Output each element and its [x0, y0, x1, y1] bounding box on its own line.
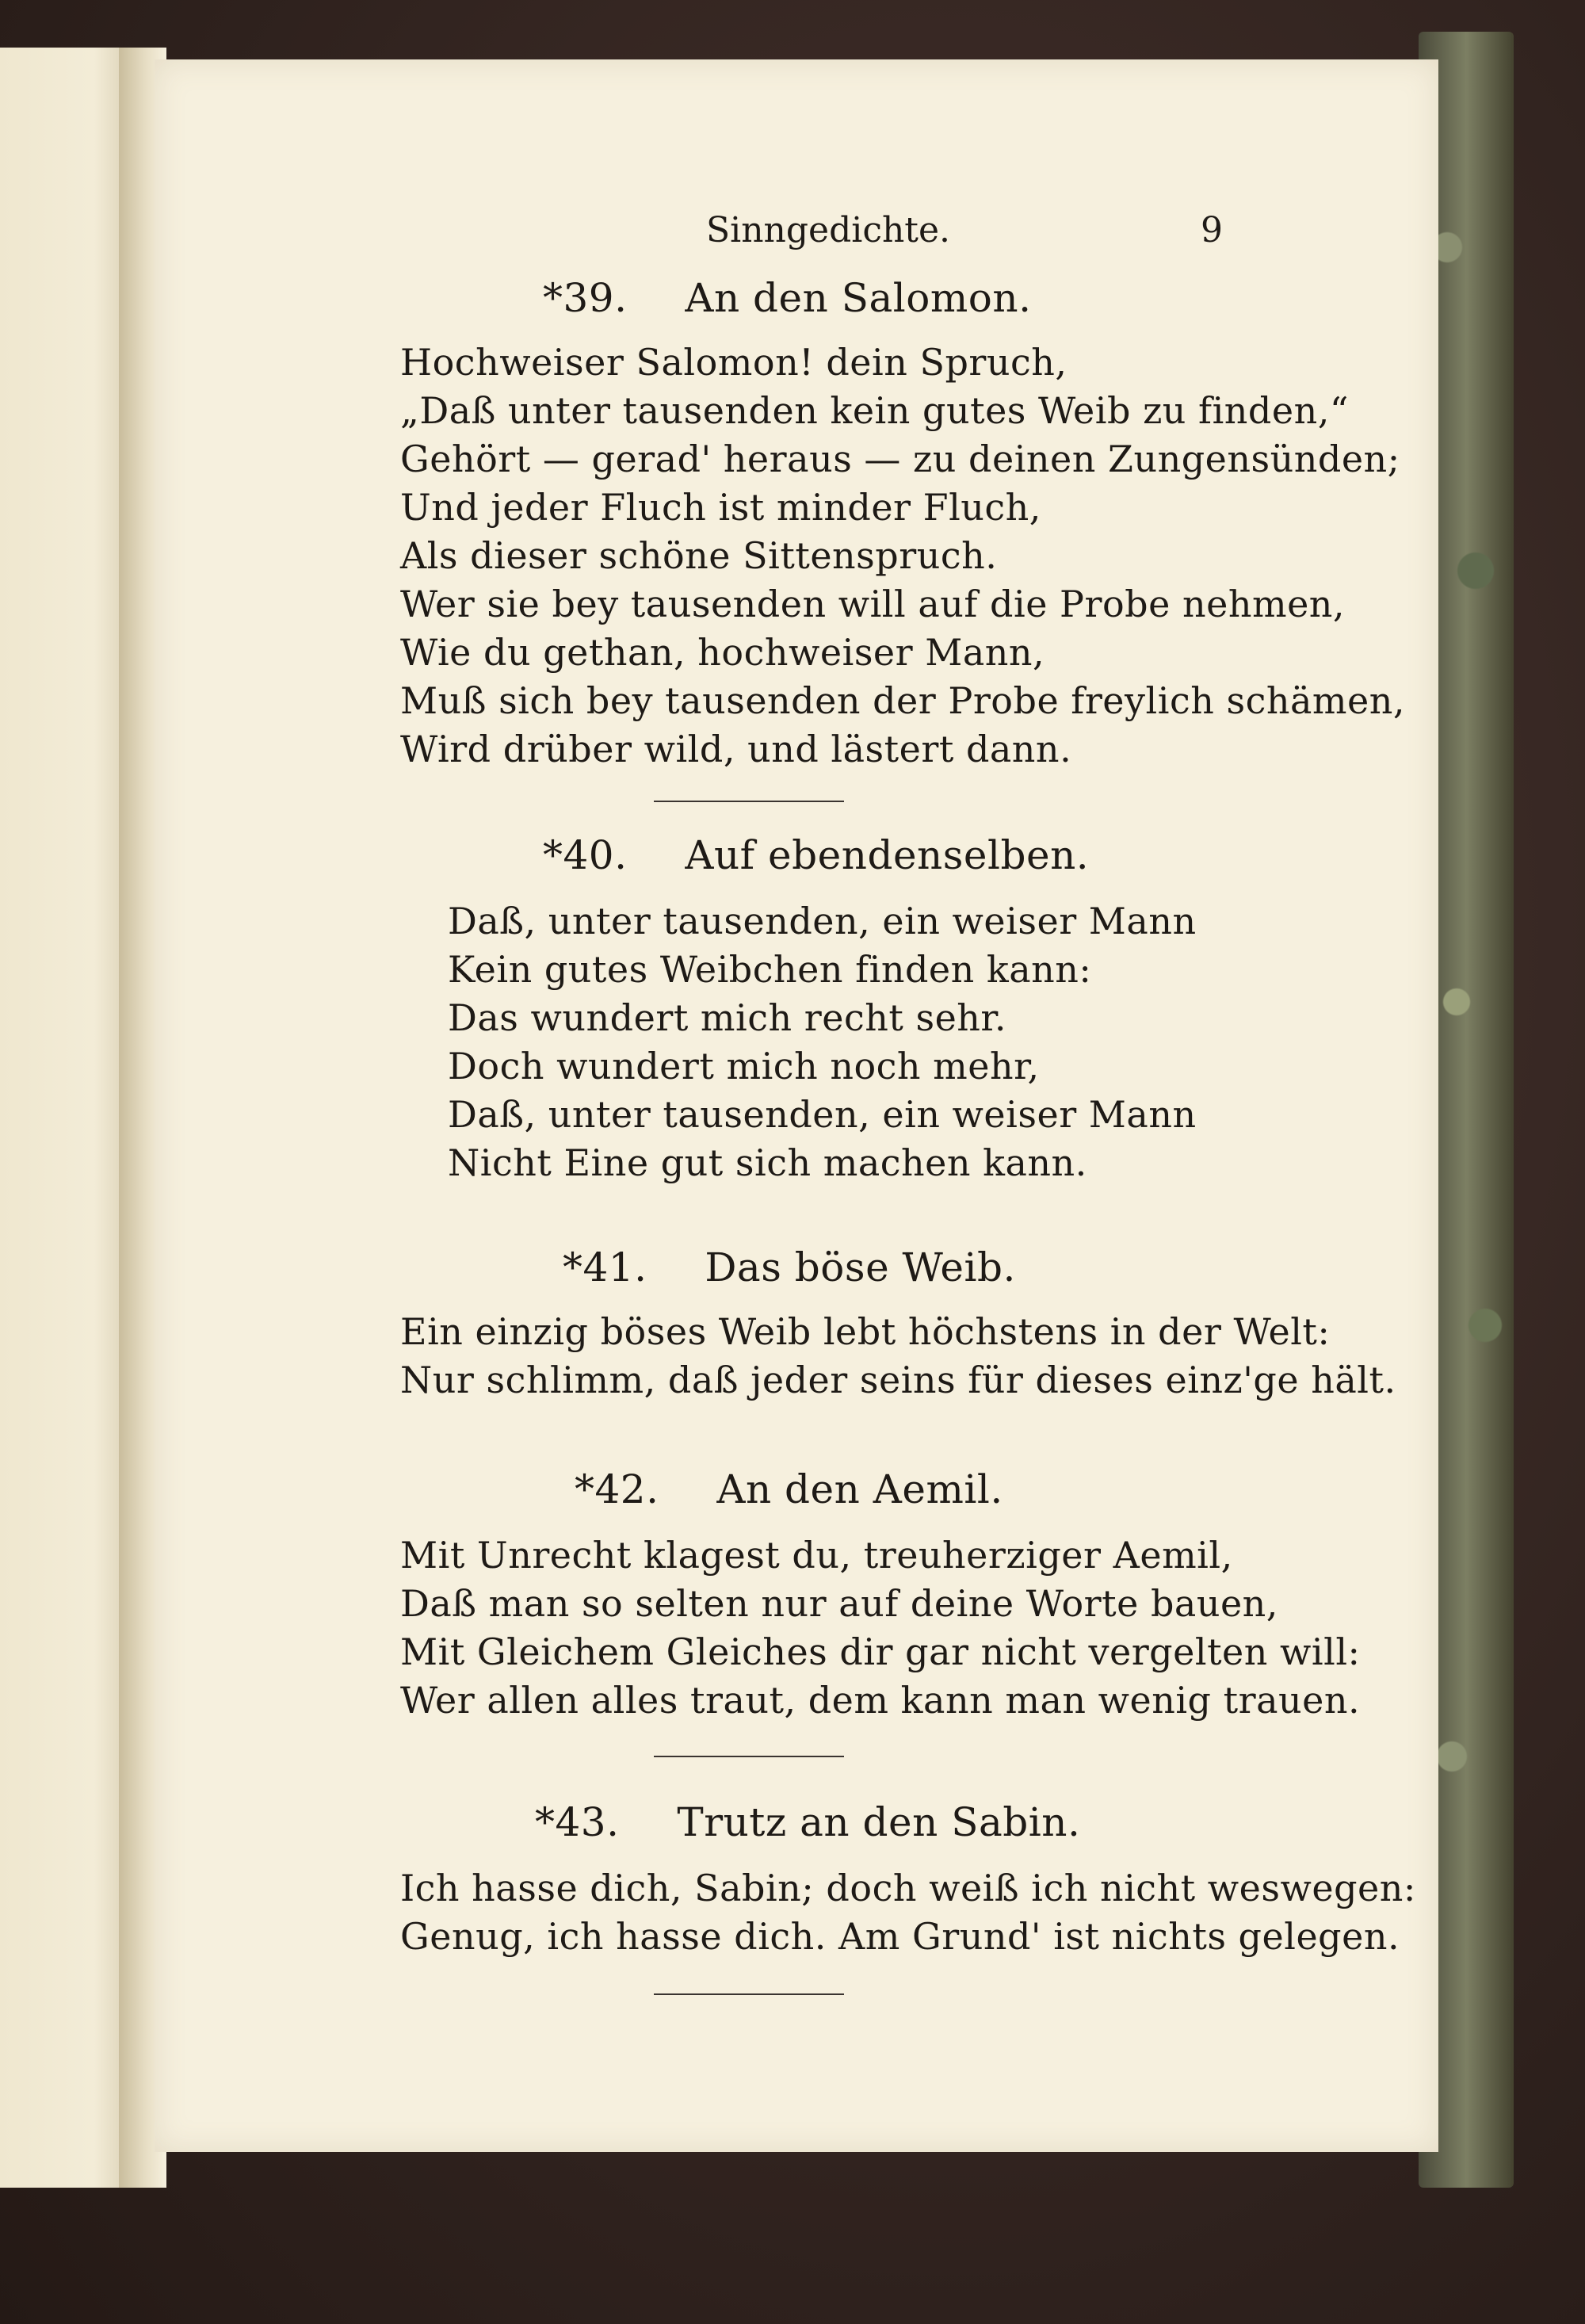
poem-number: *40.: [543, 832, 628, 878]
poem-number: *41.: [563, 1244, 647, 1290]
section-divider: [654, 1993, 844, 1995]
verse-line: Muß sich bey tausenden der Probe freylich schämen,: [400, 679, 1405, 722]
poem-heading: [543, 275, 1032, 321]
verse-line: Wie du gethan, hochweiser Mann,: [400, 631, 1045, 674]
verse-line: Kein gutes Weibchen finden kann:: [448, 948, 1092, 991]
verse-line: Daß, unter tausenden, ein weiser Mann: [448, 900, 1197, 942]
verse-line: Ich hasse dich, Sabin; doch weiß ich nicht weswegen:: [400, 1867, 1416, 1909]
poem-heading: [543, 832, 1089, 878]
poem-title: Auf ebendenselben.: [685, 832, 1090, 878]
section-divider: [654, 1756, 844, 1757]
poem-heading: [575, 1466, 1003, 1512]
poem-title: Das böse Weib.: [705, 1244, 1016, 1290]
verse-line: Als dieser schöne Sittenspruch.: [400, 534, 998, 577]
verse-line: Gehört — gerad' heraus — zu deinen Zungensünden;: [400, 438, 1400, 480]
left-page-edge: [0, 48, 135, 2188]
running-head: Sinngedichte.: [705, 210, 951, 250]
page-number: 9: [1201, 210, 1223, 250]
verse-line: Hochweiser Salomon! dein Spruch,: [400, 341, 1067, 384]
section-divider: [654, 801, 844, 802]
verse-line: Wird drüber wild, und lästert dann.: [400, 728, 1072, 770]
verse-line: Nicht Eine gut sich machen kann.: [448, 1141, 1087, 1184]
verse-line: Wer sie bey tausenden will auf die Probe nehmen,: [400, 583, 1346, 625]
book-page: [155, 59, 1438, 2152]
verse-line: Daß man so selten nur auf deine Worte bauen,: [400, 1582, 1278, 1625]
verse-line: Daß, unter tausenden, ein weiser Mann: [448, 1093, 1197, 1136]
poem-number: *43.: [535, 1799, 620, 1845]
verse-line: „Daß unter tausenden kein gutes Weib zu finden,“: [400, 389, 1349, 432]
poem-number: *42.: [575, 1466, 659, 1512]
poem-heading: [563, 1244, 1016, 1290]
verse-line: Das wundert mich recht sehr.: [448, 996, 1006, 1039]
verse-line: Mit Gleichem Gleiches dir gar nicht vergelten will:: [400, 1630, 1361, 1673]
verse-line: Nur schlimm, daß jeder seins für dieses einz'ge hält.: [400, 1359, 1396, 1401]
verse-line: Ein einzig böses Weib lebt höchstens in der Welt:: [400, 1310, 1331, 1353]
verse-line: Und jeder Fluch ist minder Fluch,: [400, 486, 1041, 529]
poem-title: An den Salomon.: [685, 275, 1032, 321]
poem-title: An den Aemil.: [716, 1466, 1003, 1512]
verse-line: Doch wundert mich noch mehr,: [448, 1045, 1040, 1087]
verse-line: Mit Unrecht klagest du, treuherziger Aemil,: [400, 1534, 1233, 1577]
verse-line: Wer allen alles traut, dem kann man wenig trauen.: [400, 1679, 1361, 1722]
poem-heading: [535, 1799, 1080, 1845]
poem-title: Trutz an den Sabin.: [677, 1799, 1081, 1845]
verse-line: Genug, ich hasse dich. Am Grund' ist nichts gelegen.: [400, 1915, 1400, 1958]
poem-number: *39.: [543, 275, 628, 321]
